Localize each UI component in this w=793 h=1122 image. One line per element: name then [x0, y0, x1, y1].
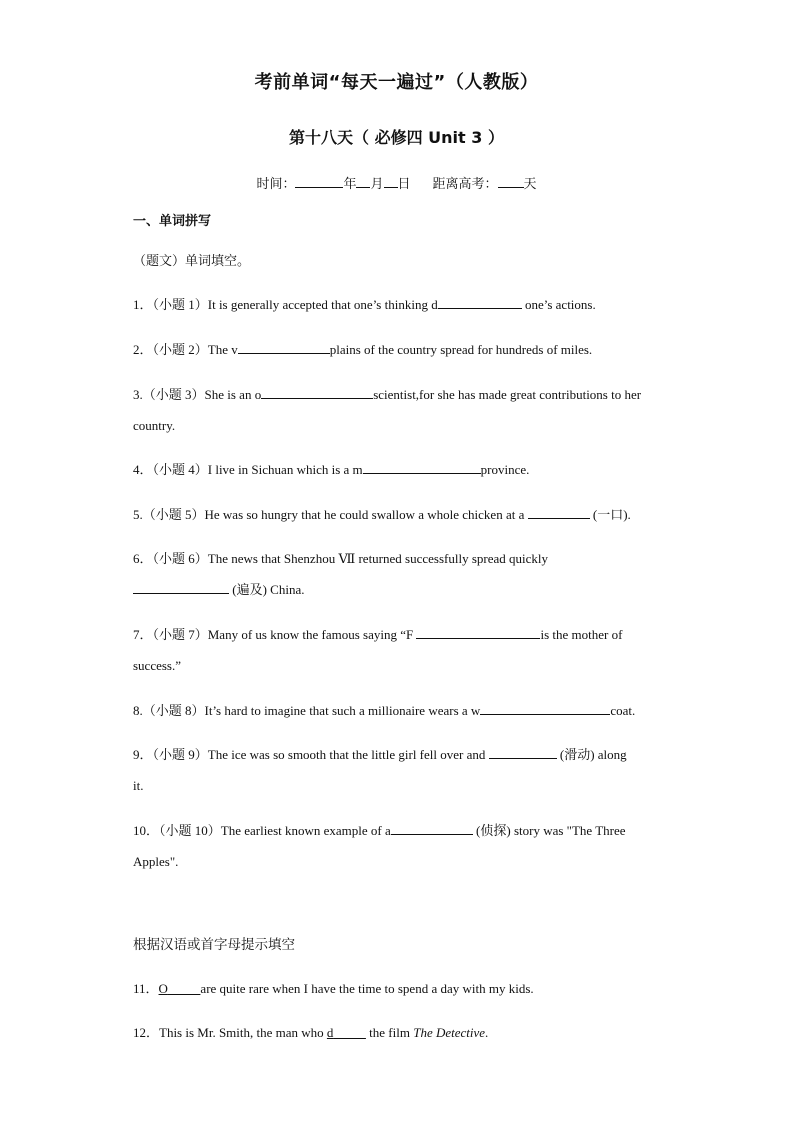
answer-blank[interactable] [261, 384, 373, 399]
question-3: 3.（小题 3）She is an o scientist,for she has made great contributions to her country. [133, 379, 641, 441]
question-8: 8.（小题 8）It’s hard to imagine that such a millionaire wears a w coat. [133, 695, 635, 726]
page-subtitle: 第十八天（ 必修四 Unit 3 ） [289, 128, 504, 147]
question-12: 12．This is Mr. Smith, the man who d the film The Detective. [133, 1025, 489, 1040]
year-label: 年 [343, 177, 357, 192]
question-10: 10．（小题 10）The earliest known example of a (侦探) story was "The Three Apples". [133, 815, 626, 877]
question-6: 6．（小题 6）The news that Shenzhou Ⅶ returned successfully spread quickly (遍及) China. [133, 551, 548, 597]
answer-blank[interactable] [438, 294, 522, 309]
day-label: 日 [397, 177, 411, 192]
question-9: 9．（小题 9）The ice was so smooth that the little girl fell over and (滑动) along it. [133, 739, 627, 801]
answer-blank[interactable] [238, 339, 330, 354]
section-heading-hints: 根据汉语或首字母提示填空 [133, 937, 295, 953]
answer-blank[interactable] [363, 459, 481, 474]
intro-text: （题文）单词填空。 [133, 254, 251, 269]
page-title: 考前单词“每天一遍过”（人教版） [254, 72, 539, 93]
question-7: 7．（小题 7）Many of us know the famous saying “F is the mother of success.” [133, 619, 622, 681]
countdown-label: 距离高考： [432, 177, 498, 192]
question-5: 5.（小题 5）He was so hungry that he could swallow a whole chicken at a (一口). [133, 499, 631, 530]
answer-blank[interactable] [416, 624, 540, 639]
question-2: 2．（小题 2）The v plains of the country spread for hundreds of miles. [133, 334, 592, 365]
answer-blank[interactable] [391, 820, 473, 835]
answer-blank[interactable] [489, 744, 557, 759]
month-blank [356, 173, 370, 188]
question-4: 4．（小题 4）I live in Sichuan which is a m province. [133, 454, 529, 485]
days-label: 天 [523, 177, 537, 192]
question-11: 11．O are quite rare when I have the time to spend a day with my kids. [133, 981, 534, 996]
answer-blank[interactable] [528, 504, 590, 519]
question-1: 1．（小题 1）It is generally accepted that one’s thinking d one’s actions. [133, 289, 596, 320]
answer-blank[interactable]: d [326, 1025, 334, 1040]
days-blank [498, 173, 524, 188]
film-title: The Detective [413, 1025, 486, 1040]
month-label: 月 [370, 177, 384, 192]
answer-blank[interactable]: O [158, 981, 168, 996]
time-label: 时间： [256, 177, 296, 192]
section-heading-spelling: 一、单词拼写 [133, 214, 212, 229]
year-blank [295, 173, 343, 188]
day-blank [384, 173, 398, 188]
answer-blank[interactable] [480, 700, 610, 715]
date-line [0, 173, 793, 192]
answer-blank[interactable] [133, 579, 229, 594]
